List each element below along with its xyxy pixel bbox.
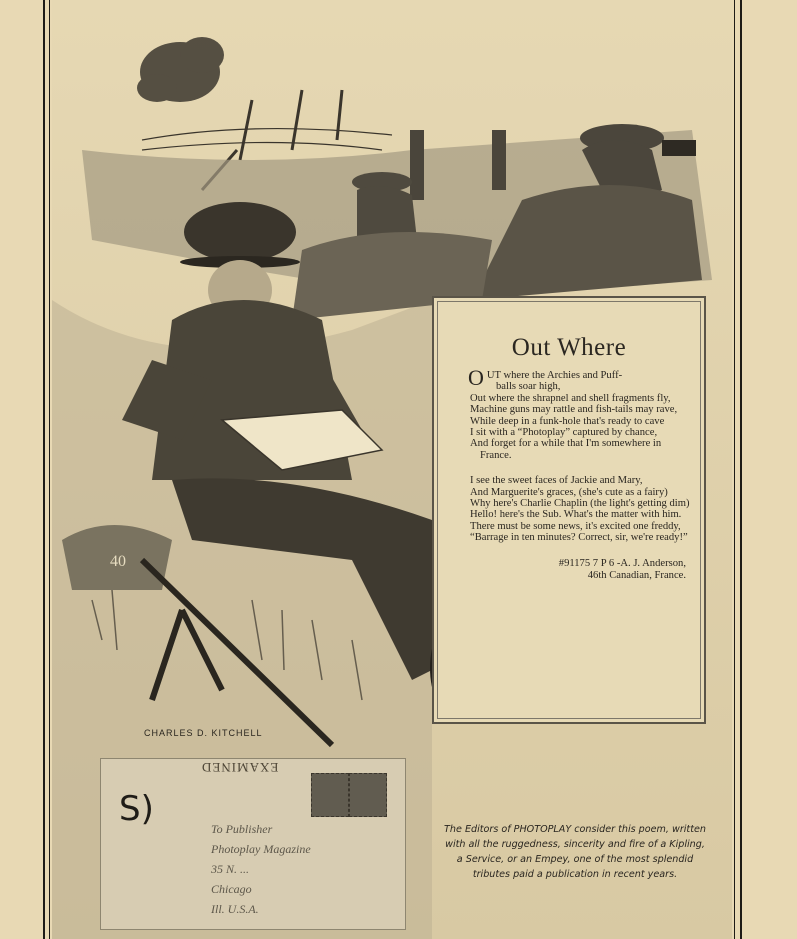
- poem-line: And forget for a while that I'm somewhere in France.: [470, 438, 662, 461]
- address-line: To Publisher: [211, 822, 273, 836]
- poem-line: And Marguerite's graces, (she's cute as a fairy): [470, 486, 668, 498]
- examined-stamp: EXAMINED: [201, 760, 279, 775]
- poem-line: I see the sweet faces of Jackie and Mary,: [470, 475, 643, 487]
- page-border-left: [43, 0, 45, 939]
- poem-box: [432, 296, 706, 724]
- address-line: Photoplay Magazine: [211, 842, 311, 856]
- address-line: 35 N. ...: [211, 862, 250, 876]
- poem-line: balls soar high,: [496, 381, 561, 393]
- helmet-number: 40: [110, 553, 126, 570]
- poem-line: “Barrage in ten minutes? Correct, sir, we're ready!”: [470, 532, 688, 544]
- drop-cap: O: [468, 365, 484, 390]
- envelope: [100, 758, 406, 930]
- haversack: [62, 525, 172, 590]
- poem-line: Out where the shrapnel and shell fragments fly,: [470, 392, 671, 404]
- editors-note: The Editors of PHOTOPLAY consider this poem, written with all the ruggedness, sincerity and fire of a Kipling, a Service, or an Empey, one of the most splendid tributes paid a publication in recent years.: [444, 824, 706, 880]
- signature-line: 46th Canadian, France.: [587, 569, 686, 581]
- poem-signature: [470, 558, 694, 582]
- poem-line: Hello! here's the Sub. What's the matter with him.: [470, 509, 682, 521]
- envelope-address: [211, 819, 311, 919]
- address-line: Chicago: [211, 882, 252, 896]
- page-border-right: [740, 0, 742, 939]
- poem-line: Why here's Charlie Chaplin (the light's getting dim): [470, 498, 690, 510]
- poem-line: I sit with a “Photoplay” captured by chance,: [470, 427, 658, 439]
- signature-line: #91175 7 P 6 -A. J. Anderson,: [558, 557, 686, 569]
- page-border-left-inner: [49, 0, 50, 939]
- artist-signature: CHARLES D. KITCHELL: [144, 728, 263, 738]
- stanza-2: [470, 475, 694, 543]
- censor-mark: S): [119, 789, 154, 829]
- address-line: Ill. U.S.A.: [211, 902, 259, 916]
- poem-line: There must be some news, it's excited one freddy,: [470, 520, 681, 532]
- page-border-right-inner: [734, 0, 735, 939]
- postage-stamp: [311, 773, 349, 817]
- poem-line: UT where the Archies and Puff-: [486, 370, 623, 381]
- poem-line: Machine guns may rattle and fish-tails may rave,: [470, 404, 678, 416]
- poem-body: [468, 365, 694, 582]
- stanza-1: [468, 365, 694, 461]
- poem-line: While deep in a funk-hole that's ready to cave: [470, 415, 665, 427]
- postage-stamp: [349, 773, 387, 817]
- poem-title: Out Where: [511, 334, 627, 361]
